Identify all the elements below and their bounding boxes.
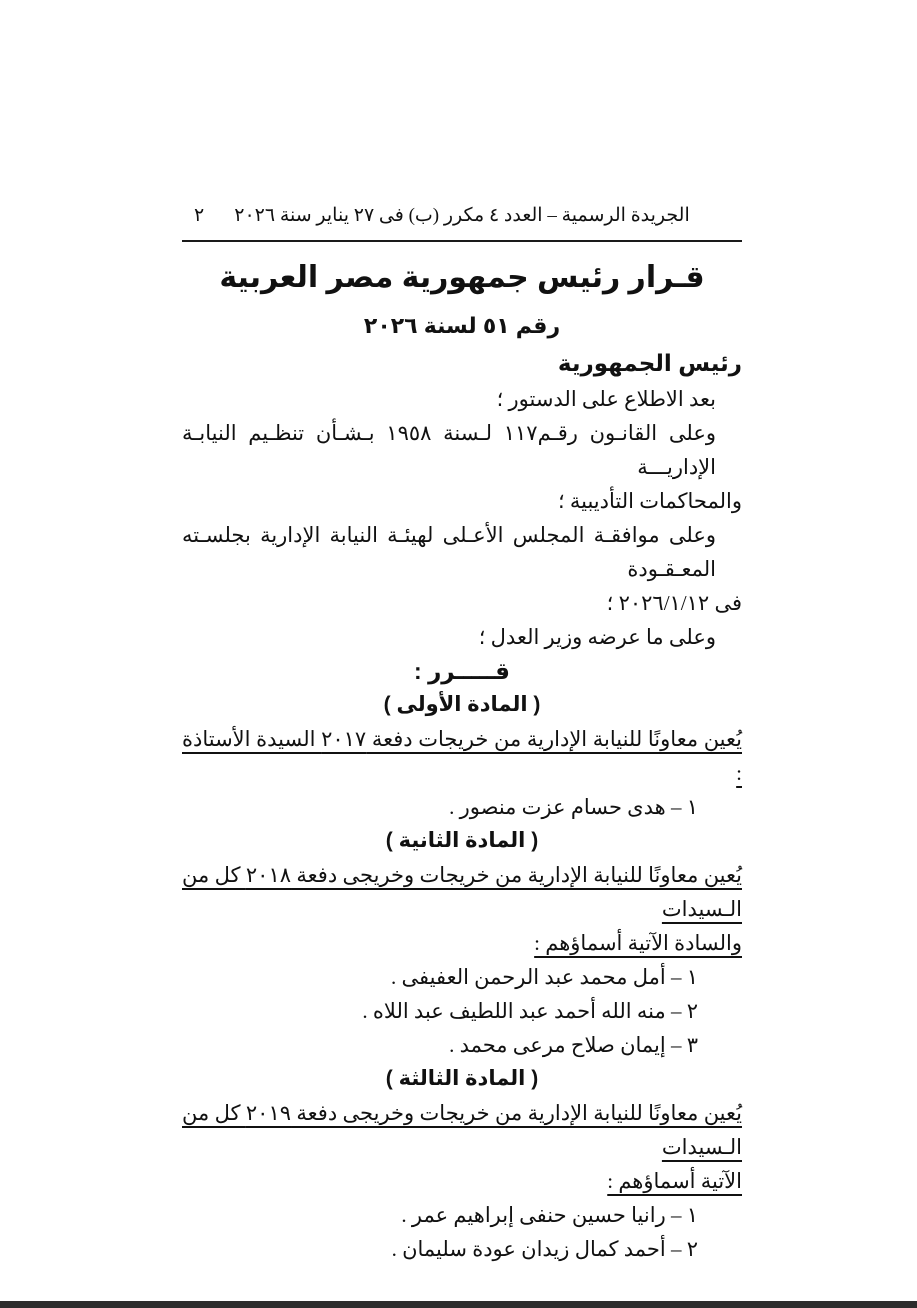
- page-content: [182, 202, 742, 1266]
- page-header: [182, 202, 742, 229]
- preamble-line: وعلى ما عرضه وزير العدل ؛: [478, 625, 716, 649]
- decree-title: قـرار رئيس جمهورية مصر العربية: [219, 261, 705, 294]
- page-number: ٢: [194, 205, 205, 226]
- preamble-line: فى ٢٠٢٦/١/١٢ ؛: [606, 591, 742, 615]
- article-2-intro: يُعين معاونًا للنيابة الإدارية من خريجات وخريجى دفعة ٢٠١٨ كل من الـسيدات: [182, 863, 742, 921]
- article-2-intro-continuation: والسادة الآتية أسماؤهم :: [534, 931, 742, 955]
- page-bottom-edge: [0, 1301, 917, 1308]
- issue-info: الجريدة الرسمية – العدد ٤ مكرر (ب) فى ٢٧ يناير سنة ٢٠٢٦: [234, 205, 690, 226]
- preamble-line: وعلى موافقـة المجلس الأعـلى لهيئـة النيابة الإدارية بجلسـته المعـقـودة: [182, 523, 716, 581]
- header-rule: [182, 240, 742, 242]
- preamble-line: بعد الاطلاع على الدستور ؛: [496, 387, 716, 411]
- article-1-heading: ( المادة الأولى ): [383, 693, 541, 716]
- list-item: ١ – رانيا حسين حنفى إبراهيم عمر .: [401, 1203, 698, 1227]
- article-3-intro-continuation: الآتية أسماؤهم :: [607, 1169, 742, 1193]
- list-item: ٢ – أحمد كمال زيدان عودة سليمان .: [391, 1237, 698, 1261]
- article-1-intro: يُعين معاونًا للنيابة الإدارية من خريجات دفعة ٢٠١٧ السيدة الأستاذة :: [182, 727, 742, 785]
- preamble-line: وعلى القانـون رقـم١١٧ لـسنة ١٩٥٨ بـشـأن تنظـيم النيابـة الإداريـــة: [182, 421, 716, 479]
- list-item: ٢ – منه الله أحمد عبد اللطيف عبد اللاه .: [362, 999, 698, 1023]
- article-3-heading: ( المادة الثالثة ): [385, 1067, 539, 1090]
- list-item: ١ – أمل محمد عبد الرحمن العفيفى .: [390, 965, 698, 989]
- decree-issuer: رئيس الجمهورية: [557, 350, 742, 376]
- decision-word: قـــــرر :: [414, 658, 510, 684]
- list-item: ٣ – إيمان صلاح مرعى محمد .: [449, 1033, 698, 1057]
- preamble-line: والمحاكمات التأديبية ؛: [557, 489, 742, 513]
- decree-number: رقم ٥١ لسنة ٢٠٢٦: [363, 313, 561, 338]
- list-item: ١ – هدى حسام عزت منصور .: [449, 795, 698, 819]
- article-3-intro: يُعين معاونًا للنيابة الإدارية من خريجات وخريجى دفعة ٢٠١٩ كل من الـسيدات: [182, 1101, 742, 1159]
- article-2-heading: ( المادة الثانية ): [385, 829, 539, 852]
